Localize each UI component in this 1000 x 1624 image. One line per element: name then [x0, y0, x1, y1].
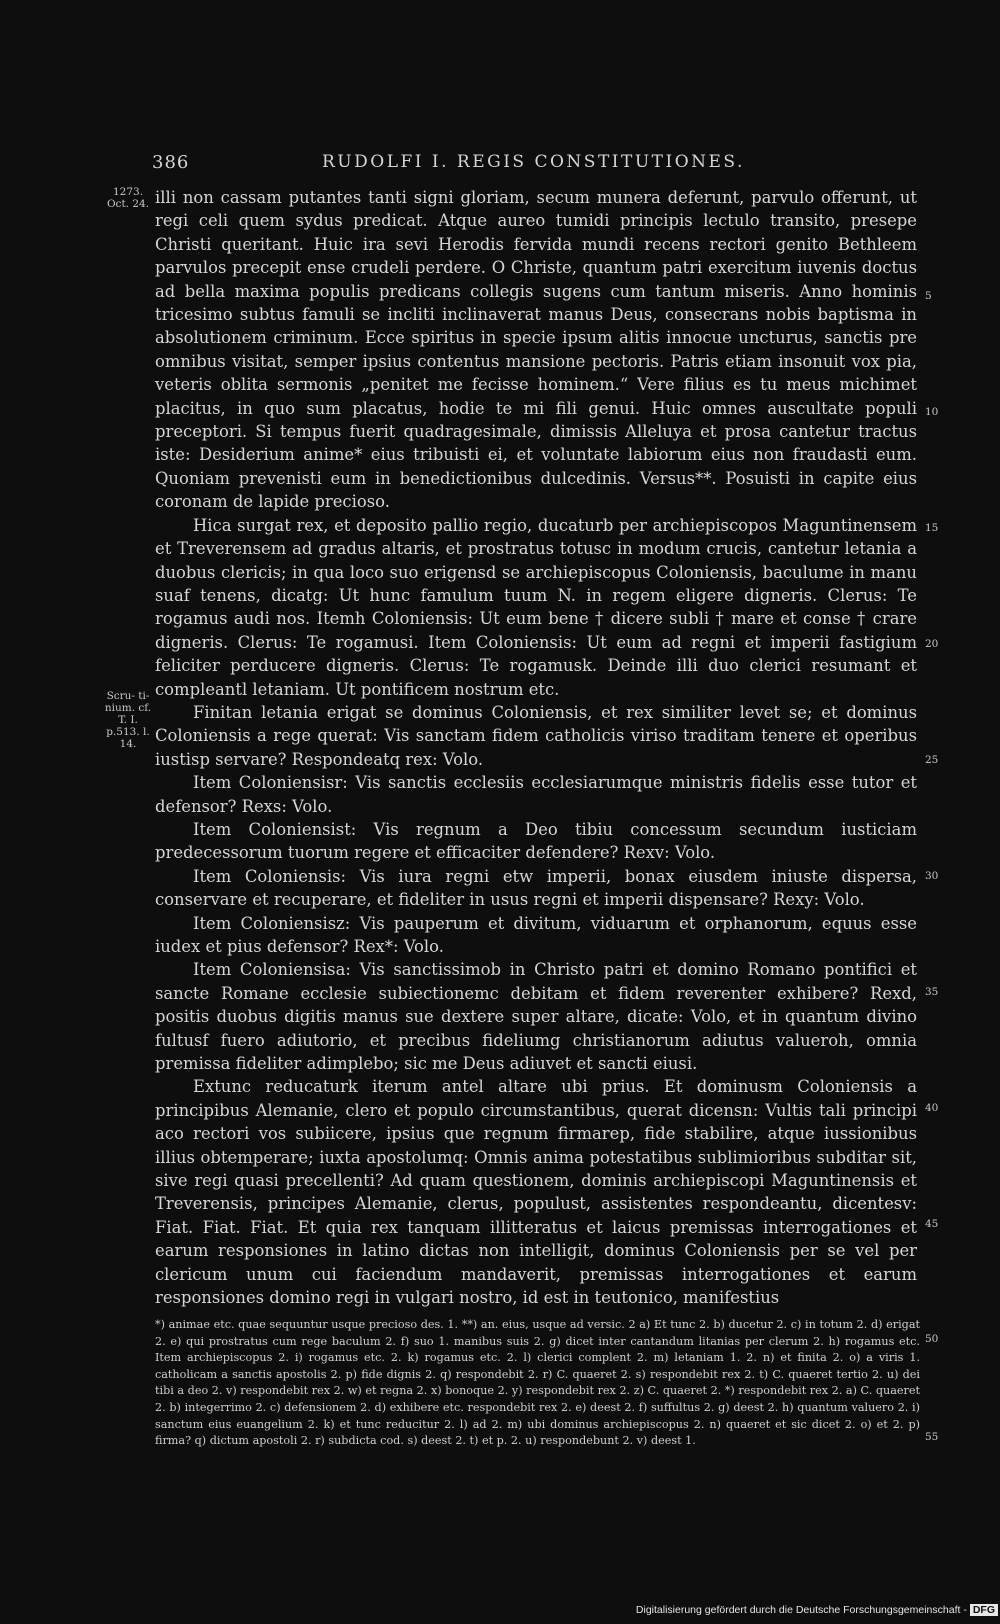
footnote-text: *) animae etc. quae sequuntur usque precioso des. 1. **) an. eius, usque ad versic. 2 a) Et tunc 2. b) ducetur 2. c) in totum 2. d) erigat 2. e) qui prostratus cum rege baculum 2. f) suo 1. manibus suis 2. g) dicet inter cantandum litanias per clerum 2. h) rogamus etc. Item archiepiscopus 2. i) rogamus etc. 2. k) rogamus etc. 2. l) clerici complent 2. m) letaniam 1. 2. n) et finita 2. o) a viris 1. catholicam a sanctis apostolis 2. p) fide dignis 2. q) respondebit 2. r) C. quaeret 2. s) respondebit rex 2. t) C. quaeret tertio 2. u) dei tibi a deo 2. v) respondebit rex 2. w) et regna 2. x) bonoque 2. y) respondebit rex 2. z) C. quaeret 2. *) respondebit rex 2. a) C. quaeret 2. b) integerrimo 2. c) defensionem 2. d) exhibere etc. respondebit rex 2. e) deest 2. f) suffultus 2. g) deest 2. h) quantum valuero 2. i) sanctum eius euangelium 2. k) et tunc reducitur 2. l) ad 2. m) ubi dominus archiepiscopus 2. n) quaeret et sic dicet 2. o) et 2. p) firma? q) dictum apostoli 2. r) subdicta cod. s) deest 2. t) et p. 2. u) respondebunt 2. v) deest 1. — [155, 1318, 920, 1448]
page-header — [152, 150, 932, 180]
running-title: RUDOLFI I. REGIS CONSTITUTIONES. — [322, 152, 745, 172]
main-text — [155, 186, 917, 1310]
note-line-number: 55 — [925, 1431, 939, 1443]
line-number: 35 — [925, 986, 939, 998]
line-number: 45 — [925, 1218, 939, 1230]
paragraph: Item Coloniensisr: Vis sanctis ecclesiis ecclesiarumque ministris fidelis esse tutor et defensor? Rexs: Volo. — [155, 773, 917, 816]
paragraph: Item Coloniensis: Vis iura regni etw imperii, bonax eiusdem iniuste dispersa, conservare et recuperare, et fideliter in usus regni et imperii dispensare? Rexy: Volo. — [155, 866, 917, 910]
paragraph: Item Coloniensisa: Vis sanctissimob in Christo patri et domino Romano pontifici et sancte Romane ecclesie subiectionemc debitam et fidem reverenter exhibere? Rexd, positis duobus digitis manus sue dextere super altare, dicate: Volo, et in quantum divino fultusf fuero adiutorio, et precibus fideliumg christianorum adiutus valueroh, omnia premissa fideliter adimplebo; sic me Deus adiuvet et sancti eiusi. — [155, 960, 917, 1074]
paragraph: illi non cassam putantes tanti signi gloriam, secum munera deferunt, parvulo offerunt, ut regi celi quem sydus predicat. Atque aureo tumidi principis lectulo transito, presepe Christi queritant. Huic ira sevi Herodis fervida mundi recens rectori genito Bethleem parvulos precepit ense crudeli perdere. O Christe, quantum patri exercitum iuvenis doctus ad bella maxima populis predicans collegis sugens cum tantum miseris. Anno hominis tricesimo subtus famuli se incliti inclinaverat manus Deus, consecrans nobis baptisma in absolutionem criminum. Ecce spiritus in specie ipsum alitis innocue uncturus, sanctis pre omnibus visitat, semper ipsius contentus mansione pectoris. Patris etiam insonuit vox pia, veteris oblita sermonis „penitet me fecisse hominem.“ Vere filius es tu meus michimet placitus, in quo sum placatus, hodie te mi fili genui. Huic omnes auscultate populi preceptori. Si tempus fuerit quadragesimale, dimissis Alleluya et prosa cantetur tractus iste: Desiderium anime* eius tribuisti ei, et voluntate labiorum eius non fraudasti eum. Quoniam prevenisti eum in benedictionibus dulcedinis. Versus**. Posuisti in capite eius coronam de lapide precioso. — [155, 188, 917, 512]
paragraph: Extunc reducaturk iterum antel altare ubi prius. Et dominusm Coloniensis a principibus Alemanie, clero et populo circumstantibus, querat dicensn: Vultis tali principi aco rectori vos subiicere, ipsius que regnum firmarep, fide stabilire, atque iussionibus illius obtemperare; iuxta apostolumq: Omnis anima potestatibus sublimioribus subditar sit, sive regi quasi precellenti? Ad quam questionem, dominis archiepiscopi Maguntinensis et Treverensis, principes Alemanie, clerus, populust, assistentes respondeantu, dicentesv: Fiat. Fiat. Fiat. Et quia rex tanquam illitteratus et laicus premissas interrogationes et earum responsiones in latino dictas non intelligit, dominus Coloniensis per se vel per clericum unum cui faciendum mandaverit, premissas interrogationes et earum responsiones domino regi in vulgari nostro, id est in teutonico, manifestius — [155, 1077, 917, 1308]
dfg-logo: DFG — [970, 1604, 998, 1616]
line-number: 5 — [925, 290, 932, 302]
digitization-credit — [610, 1604, 998, 1620]
line-number: 20 — [925, 638, 939, 650]
line-number: 30 — [925, 870, 939, 882]
page-number: 386 — [152, 152, 190, 173]
line-number: 25 — [925, 754, 939, 766]
paragraph: Item Coloniensisz: Vis pauperum et divitum, viduarum et orphanorum, equus esse iudex et pius defensor? Rex*: Volo. — [155, 913, 917, 956]
paragraph: Finitan letania erigat se dominus Coloniensis, et rex similiter levet se; et dominus Coloniensis a rege querat: Vis sanctam fidem catholicis viriso traditam tenere et operibus iustisp servare? Respondeatq rex: Volo. — [155, 702, 917, 769]
line-number: 15 — [925, 522, 939, 534]
line-number: 40 — [925, 1102, 939, 1114]
footnotes — [155, 1317, 920, 1450]
credit-text: Digitalisierung gefördert durch die Deutsche Forschungsgemeinschaft - — [635, 1604, 967, 1616]
line-number: 10 — [925, 406, 939, 418]
paragraph: Item Coloniensist: Vis regnum a Deo tibiu concessum secundum iusticiam predecessorum tuorum regere et efficaciter defendere? Rexv: Volo. — [155, 819, 917, 863]
margin-date: 1273. Oct. 24. — [106, 186, 150, 210]
note-line-number: 50 — [925, 1333, 939, 1345]
margin-scrutinium-ref: Scru- ti- nium. cf. T. I. p.513. l. 14. — [104, 690, 152, 750]
paragraph: Hica surgat rex, et deposito pallio regio, ducaturb per archiepiscopos Maguntinensem et Treverensem ad gradus altaris, et prostratus totusc in modum crucis, cantetur letania a duobus clericis; in qua loco suo erigensd se archiepiscopus Coloniensis, baculume in manu suaf tenens, dicatg: Ut hunc famulum tuum N. in regem eligere digneris. Clerus: Te rogamus audi nos. Itemh Coloniensis: Ut eum bene † dicere subli † mare et conse † crare digneris. Clerus: Te rogamusi. Item Coloniensis: Ut eum ad regni et imperii fastigium feliciter perducere digneris. Clerus: Te rogamusk. Deinde illi duo clerici resumant et compleantl letaniam. Ut pontificem nostrum etc. — [155, 515, 917, 699]
